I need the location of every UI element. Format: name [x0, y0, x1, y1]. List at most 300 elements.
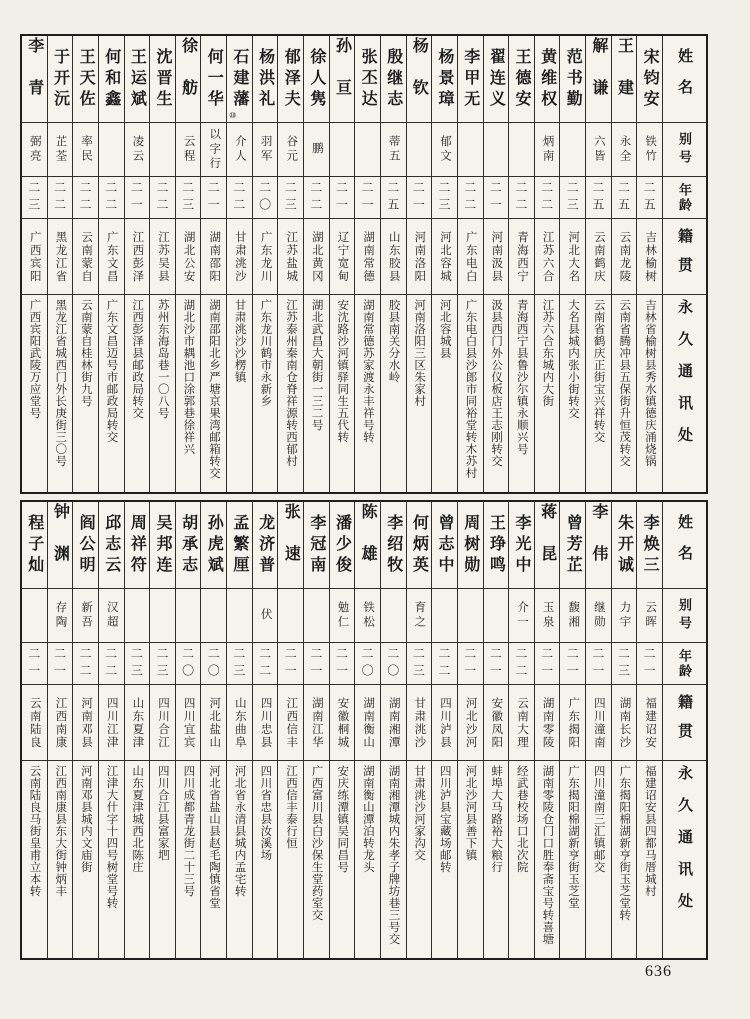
entry-cell-origin	[176, 684, 201, 760]
entry-alias: 新吾	[80, 601, 93, 630]
entry-cell-origin	[73, 218, 98, 294]
entry-origin: 江苏盐城	[285, 230, 298, 283]
entry-origin: 四川合江	[157, 696, 169, 749]
entry-column	[277, 36, 303, 492]
entry-cell-address	[150, 294, 175, 492]
entry-cell-address	[458, 760, 483, 958]
header-cell-name	[663, 36, 706, 122]
entry-name: 程子灿	[25, 513, 43, 577]
header-cell-alias	[663, 122, 706, 176]
entry-age: 二二	[78, 646, 93, 681]
entry-address: 云南蒙自桂林街九号	[79, 299, 92, 407]
entry-name: 蒋昆	[538, 503, 556, 587]
entry-age: 二一	[52, 646, 67, 681]
entry-origin: 四川泸县	[439, 696, 452, 749]
entry-cell-alias	[509, 588, 534, 642]
entry-address: 黑龙江省城西门外长庚街三〇号	[54, 299, 67, 467]
entry-cell-age	[278, 642, 303, 684]
entry-cell-address	[586, 294, 611, 492]
entry-origin: 广东揭阳	[567, 696, 580, 749]
entry-cell-age	[509, 642, 534, 684]
entry-cell-name	[509, 502, 534, 588]
entry-alias: 铁竹	[644, 135, 657, 164]
entry-cell-name	[612, 502, 637, 588]
entry-cell-age	[48, 642, 73, 684]
entry-name: 李青	[25, 37, 43, 121]
entry-alias: 介人	[233, 135, 246, 164]
entry-cell-address	[201, 294, 226, 492]
entry-cell-name	[227, 502, 252, 588]
header-cell-origin	[663, 684, 706, 760]
entry-origin: 湖南江华	[310, 696, 323, 749]
entry-name: 张丕达	[359, 47, 377, 111]
entry-cell-alias	[560, 122, 585, 176]
entry-alias: 鹏	[310, 142, 323, 157]
entry-alias: 郁文	[439, 135, 452, 164]
entry-age: 二三	[129, 646, 144, 681]
entry-cell-address	[458, 294, 483, 492]
entry-origin: 江西彭泽	[131, 230, 144, 283]
entry-age: 二一	[590, 646, 605, 681]
header-label-age: 年龄	[677, 648, 692, 679]
entry-cell-address	[201, 760, 226, 958]
entry-origin: 云南鹤庆	[592, 230, 605, 283]
entry-cell-origin	[176, 218, 201, 294]
header-cell-address	[663, 760, 706, 958]
entry-cell-name	[355, 502, 380, 588]
entry-cell-origin	[304, 218, 329, 294]
entry-cell-age	[99, 642, 124, 684]
entry-cell-address	[48, 294, 73, 492]
entry-cell-name	[304, 36, 329, 122]
entry-age: 二五	[616, 180, 631, 215]
entry-address: 江苏六合东城内大街	[541, 299, 554, 407]
entry-name: 王德安	[512, 47, 530, 111]
entry-cell-origin	[99, 684, 124, 760]
entry-name: 郁泽夫	[282, 47, 300, 111]
entry-cell-address	[330, 760, 355, 958]
entry-name: 于开沅	[51, 47, 69, 111]
entry-column	[380, 502, 406, 958]
entry-cell-origin	[227, 684, 252, 760]
entry-column	[354, 502, 380, 958]
entry-cell-alias	[176, 588, 201, 642]
header-label-alias: 别号	[677, 131, 692, 168]
entry-cell-name	[48, 36, 73, 122]
entry-cell-alias	[253, 122, 278, 176]
entry-column	[406, 502, 432, 958]
entry-cell-name	[560, 502, 585, 588]
entry-column	[22, 502, 47, 958]
entry-cell-age	[535, 176, 560, 218]
entry-cell-alias	[201, 588, 226, 642]
entry-cell-alias	[458, 588, 483, 642]
entry-cell-alias	[278, 588, 303, 642]
entry-cell-alias	[176, 122, 201, 176]
entry-cell-alias	[150, 588, 175, 642]
entry-address: 安庆练潭镇吴同昌号	[336, 765, 349, 873]
entry-cell-alias	[355, 588, 380, 642]
entry-address: 四川泸县宝藏场邮转	[438, 765, 451, 873]
entry-cell-name	[125, 502, 150, 588]
entry-age: 二三	[231, 646, 246, 681]
entry-column	[149, 36, 175, 492]
entry-cell-name	[484, 502, 509, 588]
header-label-origin: 籍贯	[676, 693, 692, 752]
entry-origin: 广东电白	[464, 230, 477, 283]
entry-cell-alias	[612, 122, 637, 176]
entry-origin: 河北大名	[567, 230, 580, 283]
entry-cell-origin	[432, 684, 457, 760]
entry-cell-address	[637, 760, 662, 958]
entry-origin: 江西南康	[54, 696, 67, 749]
entry-cell-age	[586, 642, 611, 684]
entry-column	[329, 36, 355, 492]
entry-cell-origin	[201, 684, 226, 760]
entry-name: 朱开诚	[615, 513, 633, 577]
entry-cell-age	[407, 642, 432, 684]
entry-age: 二二	[155, 180, 169, 215]
entry-address: 苏州东海岛巷一〇八号	[156, 299, 169, 419]
entry-address: 云南省腾冲县五保街升恒茂转交	[618, 299, 631, 467]
entry-cell-origin	[381, 218, 406, 294]
entry-age: 二二	[257, 646, 272, 681]
entry-cell-address	[484, 760, 509, 958]
entry-age: 二一	[129, 180, 144, 215]
entry-name: 何炳英	[410, 513, 428, 577]
directory-table-bottom	[20, 500, 708, 960]
entry-column	[303, 36, 329, 492]
entry-cell-name	[304, 502, 329, 588]
entry-age: 二二	[513, 180, 528, 215]
entry-address: 甘肃洮沙沙楞镇	[233, 299, 246, 383]
header-label-address: 永久通讯处	[676, 299, 692, 459]
entry-origin: 河南洛阳	[413, 230, 426, 283]
entry-age: 二一	[462, 646, 477, 681]
entry-name: 李甲无	[461, 47, 479, 111]
entry-age: 二五	[590, 180, 605, 215]
entry-cell-address	[355, 294, 380, 492]
entry-column	[149, 502, 175, 958]
entry-name: 张速	[282, 503, 300, 587]
entry-address: 汲县西门外公仪板店王志刚转交	[490, 299, 503, 467]
entry-alias: 芷荃	[54, 135, 67, 164]
entry-cell-origin	[125, 218, 150, 294]
entry-cell-name	[22, 36, 47, 122]
entry-column	[559, 502, 585, 958]
entry-cell-origin	[201, 218, 226, 294]
entry-column	[200, 36, 226, 492]
entry-address: 湖北沙市耦池口涂郭巷徐祥兴	[182, 299, 195, 455]
entry-column	[534, 36, 560, 492]
entry-cell-alias	[484, 122, 509, 176]
entry-cell-alias	[48, 588, 73, 642]
entry-origin: 吉林榆树	[644, 230, 657, 283]
entry-cell-name	[586, 36, 611, 122]
entry-age: 二一	[334, 180, 349, 215]
entry-alias: 馥湘	[567, 601, 580, 630]
entry-cell-origin	[407, 684, 432, 760]
entry-cell-age	[150, 176, 175, 218]
entry-address: 江西彭泽县邮政局转交	[131, 299, 144, 419]
entry-cell-origin	[458, 684, 483, 760]
entry-cell-address	[330, 294, 355, 492]
entry-cell-name	[458, 36, 483, 122]
entry-name: 李焕三	[641, 513, 659, 577]
entry-address: 河北省永清县城内孟宅转	[233, 765, 246, 897]
entry-age: 二一	[360, 180, 375, 215]
entry-cell-name	[99, 502, 124, 588]
entry-origin: 山东夏津	[131, 696, 144, 749]
entry-cell-name	[637, 502, 662, 588]
header-label-name: 姓名	[676, 514, 692, 576]
entry-cell-address	[432, 760, 457, 958]
entry-cell-origin	[150, 684, 175, 760]
entry-origin: 湖南常德	[362, 230, 375, 283]
entry-cell-address	[176, 760, 201, 958]
entry-cell-origin	[227, 218, 252, 294]
entry-cell-origin	[355, 684, 380, 760]
entry-alias: 力宇	[618, 601, 631, 630]
entry-alias: 铁松	[362, 601, 375, 630]
entry-address: 湖南湘潭城内朱孝子牌坊巷三号交	[387, 765, 400, 945]
entry-age: 二三	[437, 180, 452, 215]
entry-age: 二三	[616, 646, 631, 681]
entry-age: 二五	[642, 180, 657, 215]
entry-cell-name	[176, 502, 201, 588]
entry-age: 二五	[385, 180, 400, 215]
entry-cell-age	[432, 642, 457, 684]
entry-origin: 四川江津	[105, 696, 118, 749]
entry-cell-age	[355, 642, 380, 684]
entry-alias: 谷元	[285, 135, 298, 164]
entry-cell-age	[227, 642, 252, 684]
entry-column	[508, 36, 534, 492]
entry-age: 二〇	[360, 646, 375, 681]
entry-origin: 广东龙川	[259, 230, 272, 283]
entry-name: 石建藩	[230, 47, 248, 111]
header-cell-age	[663, 176, 706, 218]
entry-address: 福建诏安县四都马厝城村	[643, 765, 656, 897]
entry-age: 二二	[103, 180, 118, 215]
entry-name: 孙亘	[333, 37, 351, 121]
entry-column	[124, 502, 150, 958]
entry-cell-age	[330, 176, 355, 218]
entry-cell-alias	[304, 588, 329, 642]
entry-cell-age	[99, 176, 124, 218]
entry-cell-origin	[432, 218, 457, 294]
entry-age: 二二	[78, 180, 93, 215]
entry-cell-alias	[22, 588, 47, 642]
entry-name: 周祥符	[128, 513, 146, 577]
entry-name: 孟繁厘	[230, 513, 248, 577]
entry-cell-alias	[407, 122, 432, 176]
entry-cell-age	[125, 642, 150, 684]
entry-name: 李伟	[589, 503, 607, 587]
entry-cell-origin	[150, 218, 175, 294]
entry-alias: 育之	[413, 601, 426, 630]
entry-name: 胡承志	[179, 513, 197, 577]
entry-age: 二二	[462, 180, 477, 215]
entry-column	[611, 502, 637, 958]
entry-address: 湖南常德苏家渡永丰祥号转	[361, 299, 374, 443]
entry-alias: 炳南	[541, 135, 554, 164]
entry-age: 二一	[642, 646, 657, 681]
entry-origin: 湖北黄冈	[310, 230, 323, 283]
entry-cell-alias	[330, 122, 355, 176]
entry-column	[585, 502, 611, 958]
entry-origin: 辽宁宽甸	[336, 230, 349, 283]
entry-cell-address	[407, 760, 432, 958]
entry-cell-alias	[407, 588, 432, 642]
entry-alias: 蒂五	[387, 135, 400, 164]
entry-address: 蚌埠大马路裕大粮行	[490, 765, 503, 873]
directory-table-top	[20, 34, 708, 494]
entry-origin: 山东胶县	[387, 230, 400, 283]
entry-alias: 存陶	[54, 601, 67, 630]
entry-address: 广东文昌迈号市邮政局转交	[105, 299, 118, 443]
entry-column	[406, 36, 432, 492]
entry-cell-address	[73, 760, 98, 958]
header-cell-address	[663, 294, 706, 492]
entry-cell-address	[560, 294, 585, 492]
entry-cell-alias	[381, 588, 406, 642]
entry-cell-alias	[99, 588, 124, 642]
entry-cell-address	[99, 760, 124, 958]
entry-age: 二一	[488, 646, 503, 681]
entry-name: 潘少俊	[333, 513, 351, 577]
entry-cell-address	[612, 760, 637, 958]
entry-cell-address	[22, 294, 47, 492]
entry-origin: 湖北公安	[182, 230, 195, 283]
entry-age: 二三	[411, 646, 426, 681]
entry-cell-address	[48, 760, 73, 958]
entry-address: 江西南康县东大街钟炳丰	[54, 765, 67, 897]
entry-name: 吴邦连	[154, 513, 171, 577]
entry-address: 河北省盐山县赵毛陶慎省堂	[208, 765, 221, 909]
entry-column	[380, 36, 406, 492]
entry-cell-address	[637, 294, 662, 492]
entry-cell-name	[73, 36, 98, 122]
entry-cell-alias	[330, 588, 355, 642]
entry-cell-alias	[355, 122, 380, 176]
entry-cell-name	[407, 36, 432, 122]
entry-address: 四川潼南三汇镇邮交	[592, 765, 605, 873]
entry-name: 周树勋	[461, 513, 479, 577]
entry-cell-address	[22, 760, 47, 958]
entry-origin: 河北容城	[439, 230, 452, 283]
header-cell-age	[663, 642, 706, 684]
entry-name: 钟渊	[51, 503, 69, 587]
entry-column	[329, 502, 355, 958]
entry-name: 解谦	[589, 37, 607, 121]
entry-cell-age	[22, 642, 47, 684]
entry-cell-age	[432, 176, 457, 218]
entry-origin: 青海西宁	[515, 230, 528, 283]
entry-cell-origin	[48, 218, 73, 294]
entry-column	[508, 502, 534, 958]
entry-origin: 云南龙陵	[618, 230, 631, 283]
entry-cell-address	[560, 760, 585, 958]
entry-age: 二一	[26, 646, 41, 681]
entry-address: 河南邓县城内文庙街	[79, 765, 92, 873]
entry-address: 湖南衡山潭泊转龙头	[361, 765, 374, 873]
entry-column	[47, 502, 73, 958]
entry-cell-name	[150, 36, 175, 122]
entry-cell-origin	[637, 218, 662, 294]
entry-cell-age	[227, 176, 252, 218]
entry-cell-name	[330, 36, 355, 122]
entry-origin: 安徽桐城	[336, 696, 349, 749]
entry-cell-age	[560, 176, 585, 218]
entry-address: 甘肃洮沙河家沟交	[413, 765, 426, 861]
entry-cell-name	[125, 36, 150, 122]
entry-cell-address	[253, 294, 278, 492]
entry-age: 二二	[437, 646, 452, 681]
entry-address: 胶县南关分水岭	[387, 299, 400, 383]
entry-cell-alias	[125, 588, 150, 642]
entry-column	[303, 502, 329, 958]
entry-cell-origin	[560, 218, 585, 294]
entry-cell-alias	[509, 122, 534, 176]
entry-cell-name	[432, 502, 457, 588]
entry-cell-name	[176, 36, 201, 122]
entry-cell-origin	[330, 218, 355, 294]
header-label-origin: 籍贯	[676, 227, 692, 286]
entry-alias: 介一	[515, 601, 528, 630]
entry-cell-name	[586, 502, 611, 588]
entry-address: 安沈路沙河镇驿同生五代转	[336, 299, 349, 443]
entry-name: 陈雄	[359, 503, 377, 587]
entry-cell-age	[407, 176, 432, 218]
header-label-age: 年龄	[677, 182, 692, 213]
entry-cell-alias	[432, 122, 457, 176]
entry-cell-address	[381, 760, 406, 958]
entry-column	[457, 502, 483, 958]
entry-cell-address	[535, 760, 560, 958]
entry-cell-origin	[381, 684, 406, 760]
entry-cell-age	[612, 642, 637, 684]
entry-cell-name	[432, 36, 457, 122]
entry-cell-age	[612, 176, 637, 218]
entry-cell-alias	[535, 588, 560, 642]
entry-cell-origin	[560, 684, 585, 760]
entry-alias: 继勋	[592, 601, 605, 630]
entry-column	[611, 36, 637, 492]
entry-origin: 湖南湘潭	[387, 696, 400, 749]
entry-age: 二〇	[257, 180, 272, 215]
entry-alias: 以字行	[208, 127, 221, 172]
header-cell-origin	[663, 218, 706, 294]
entry-cell-name	[381, 36, 406, 122]
header-column	[662, 36, 706, 492]
entry-address: 四川成都青龙街二十三号	[182, 765, 195, 897]
entry-origin: 河南汲县	[490, 230, 503, 283]
entry-cell-origin	[304, 684, 329, 760]
entry-name: 孙虎斌	[205, 513, 223, 577]
entry-cell-address	[227, 294, 252, 492]
entry-cell-age	[355, 176, 380, 218]
entry-age: 二三	[155, 646, 169, 681]
entry-age: 二三	[180, 180, 195, 215]
entry-cell-address	[73, 294, 98, 492]
entry-name: 何一华	[205, 47, 223, 111]
entry-cell-address	[612, 294, 637, 492]
entry-cell-address	[432, 294, 457, 492]
entry-cell-origin	[99, 218, 124, 294]
entry-cell-age	[176, 642, 201, 684]
entry-address: 河北容城县	[438, 299, 451, 359]
